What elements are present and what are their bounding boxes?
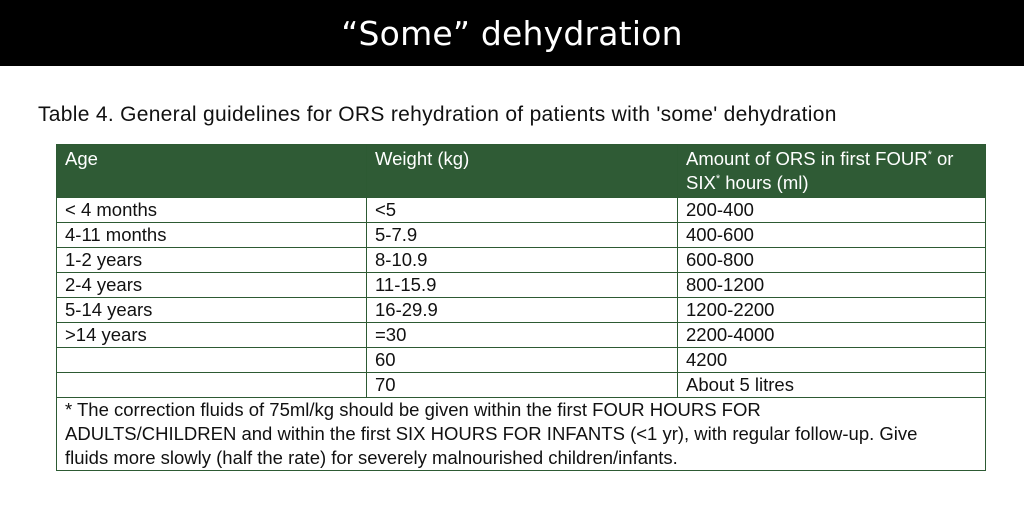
cell-age: 2-4 years (57, 273, 367, 298)
cell-amount: 200-400 (678, 198, 986, 223)
table-row (57, 348, 986, 373)
cell-weight: 70 (367, 373, 678, 398)
header-amount-text-4: hours (ml) (720, 172, 809, 193)
cell-amount: 400-600 (678, 223, 986, 248)
footnote-line-2: ADULTS/CHILDREN and within the first SIX HOURS FOR INFANTS (<1 yr), with regular follow-up. Give (65, 423, 918, 444)
table-row (57, 373, 986, 398)
cell-amount: 800-1200 (678, 273, 986, 298)
cell-weight: 5-7.9 (367, 223, 678, 248)
header-asterisk-2: * (715, 172, 721, 185)
slide-title-bar (0, 0, 1024, 66)
cell-amount: 600-800 (678, 248, 986, 273)
cell-age: < 4 months (57, 198, 367, 223)
cell-amount: 4200 (678, 348, 986, 373)
table-row (57, 223, 986, 248)
footnote-row (57, 398, 986, 471)
table-row (57, 273, 986, 298)
footnote-line-3: fluids more slowly (half the rate) for severely malnourished children/infants. (65, 447, 678, 468)
header-amount (678, 145, 986, 198)
cell-amount: 2200-4000 (678, 323, 986, 348)
cell-weight: <5 (367, 198, 678, 223)
cell-weight: 11-15.9 (367, 273, 678, 298)
cell-weight: 60 (367, 348, 678, 373)
cell-weight: 8-10.9 (367, 248, 678, 273)
cell-age: 5-14 years (57, 298, 367, 323)
cell-age: >14 years (57, 323, 367, 348)
cell-amount: About 5 litres (678, 373, 986, 398)
table-row (57, 323, 986, 348)
cell-weight: =30 (367, 323, 678, 348)
ors-guidelines-table (56, 144, 986, 471)
header-amount-text-3: SIX (686, 172, 716, 193)
header-amount-text-2: or (931, 148, 954, 169)
table-row (57, 198, 986, 223)
footnote-line-1: * The correction fluids of 75ml/kg should be given within the first FOUR HOURS FOR (65, 399, 761, 420)
footnote (57, 398, 986, 471)
cell-age: 4-11 months (57, 223, 367, 248)
header-amount-text-1: Amount of ORS in first FOUR (686, 148, 928, 169)
cell-age: 1-2 years (57, 248, 367, 273)
table-row (57, 298, 986, 323)
cell-weight: 16-29.9 (367, 298, 678, 323)
cell-age (57, 348, 367, 373)
table-caption: Table 4. General guidelines for ORS rehydration of patients with 'some' dehydration (38, 103, 837, 126)
slide-title: “Some” dehydration (341, 13, 683, 53)
header-age: Age (57, 145, 367, 198)
cell-age (57, 373, 367, 398)
header-weight: Weight (kg) (367, 145, 678, 198)
table-header-row (57, 145, 986, 198)
header-asterisk-1: * (927, 148, 932, 161)
cell-amount: 1200-2200 (678, 298, 986, 323)
table-row (57, 248, 986, 273)
